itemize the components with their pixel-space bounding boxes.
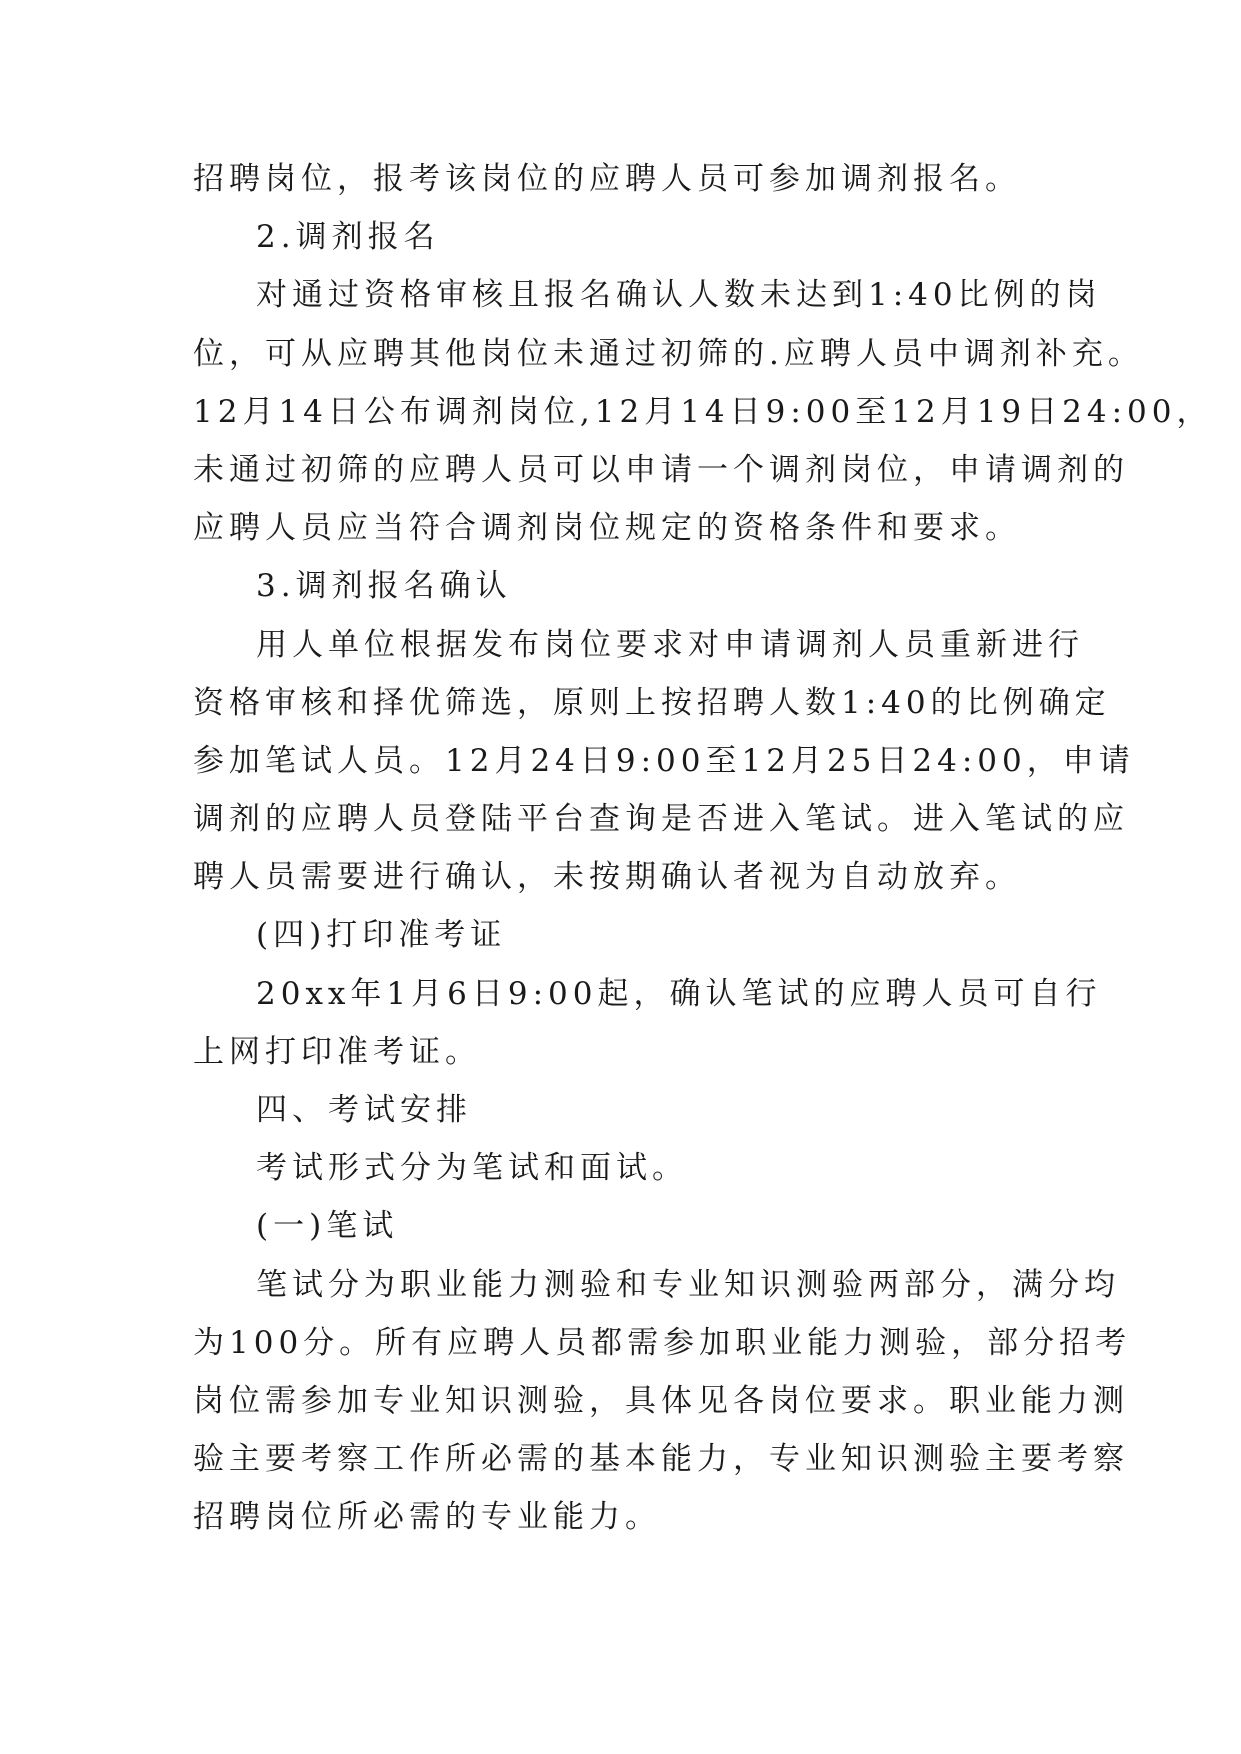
text-line: 岗位需参加专业知识测验，具体见各岗位要求。职业能力测 (193, 1382, 1129, 1419)
text-line: 资格审核和择优筛选，原则上按招聘人数1:40的比例确定 (193, 684, 1111, 721)
section-heading: (一)笔试 (256, 1208, 399, 1245)
text-line: 为100分。所有应聘人员都需参加职业能力测验，部分招考 (193, 1324, 1132, 1361)
text-line: 20xx年1月6日9:00起，确认笔试的应聘人员可自行 (256, 975, 1102, 1012)
text-line: 笔试分为职业能力测验和专业知识测验两部分，满分均 (256, 1266, 1120, 1303)
text-line: 调剂的应聘人员登陆平台查询是否进入笔试。进入笔试的应 (193, 801, 1129, 838)
text-line: 验主要考察工作所必需的基本能力，专业知识测验主要考察 (193, 1441, 1129, 1478)
text-line: 用人单位根据发布岗位要求对申请调剂人员重新进行 (256, 626, 1084, 663)
subsection-heading: 2.调剂报名 (256, 219, 440, 256)
text-line: 对通过资格审核且报名确认人数未达到1:40比例的岗 (256, 277, 1102, 314)
text-line: 聘人员需要进行确认，未按期确认者视为自动放弃。 (193, 859, 1021, 896)
text-line: 上网打印准考证。 (193, 1033, 481, 1070)
text-line: 考试形式分为笔试和面试。 (256, 1150, 688, 1187)
document-body (193, 150, 1213, 1547)
text-line: 未通过初筛的应聘人员可以申请一个调剂岗位，申请调剂的 (193, 451, 1129, 488)
text-line: 招聘岗位所必需的专业能力。 (193, 1499, 661, 1536)
text-line: 12月14日公布调剂岗位,12月14日9:00至12月19日24:00， (193, 393, 1213, 430)
section-heading: (四)打印准考证 (256, 917, 507, 954)
subsection-heading: 3.调剂报名确认 (256, 568, 512, 605)
chapter-heading: 四、考试安排 (256, 1092, 472, 1128)
text-line: 招聘岗位，报考该岗位的应聘人员可参加调剂报名。 (193, 161, 1021, 197)
text-line: 位，可从应聘其他岗位未通过初筛的.应聘人员中调剂补充。 (193, 335, 1144, 372)
text-line: 应聘人员应当符合调剂岗位规定的资格条件和要求。 (193, 510, 1021, 547)
text-line: 参加笔试人员。12月24日9:00至12月25日24:00，申请 (193, 742, 1135, 779)
